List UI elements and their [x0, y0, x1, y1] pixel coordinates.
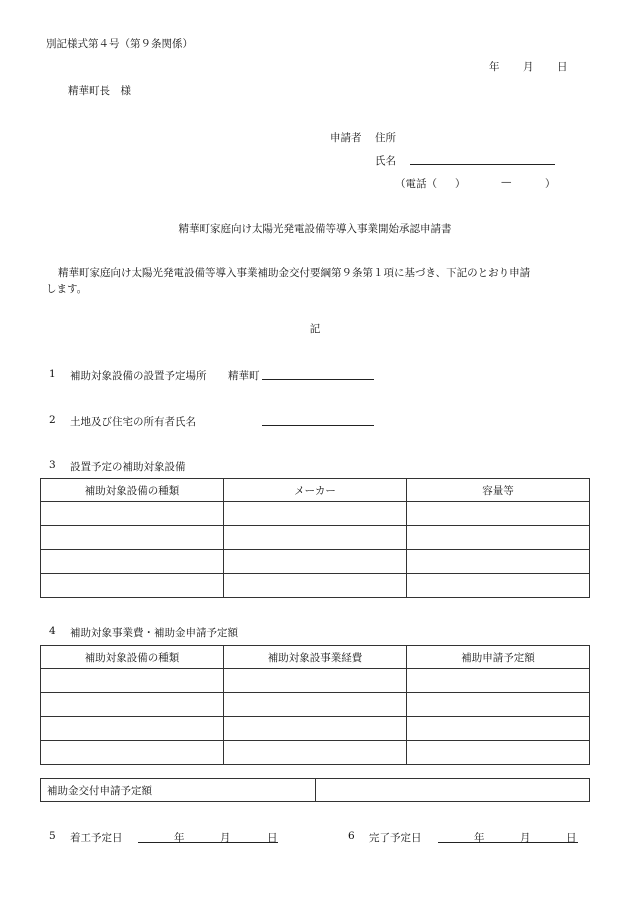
table-cell[interactable] — [224, 502, 407, 526]
form-header: 別記様式第４号（第９条関係） — [46, 38, 193, 50]
grant-total-label: 補助金交付申請予定額 — [41, 779, 316, 802]
phone-open-label: （電話（ — [395, 178, 437, 190]
name-field[interactable] — [410, 164, 555, 165]
item5-number: 5 — [49, 830, 56, 842]
table-cell[interactable] — [224, 550, 407, 574]
phone-close-2: ） — [545, 178, 556, 190]
table-row — [41, 526, 590, 550]
table-row — [41, 550, 590, 574]
table-cell[interactable] — [407, 574, 590, 598]
date-day-label: 日 — [557, 61, 568, 73]
item4-number: 4 — [49, 625, 56, 637]
item2-label: 土地及び住宅の所有者氏名 — [70, 416, 196, 428]
item1-number: 1 — [49, 368, 56, 380]
table-cell[interactable] — [41, 526, 224, 550]
item1-town: 精華町 — [228, 370, 260, 382]
table-row — [41, 693, 590, 717]
body-line-1: 精華町家庭向け太陽光発電設備等導入事業補助金交付要綱第９条第１項に基づき、下記のとおり申請 — [58, 267, 531, 279]
equipment-header-type: 補助対象設備の種類 — [41, 479, 224, 502]
body-line-2: します。 — [46, 283, 88, 295]
item5-month: 月 — [220, 832, 231, 844]
table-row — [41, 669, 590, 693]
table-cell[interactable] — [407, 526, 590, 550]
item1-label: 補助対象設備の設置予定場所 — [70, 370, 207, 382]
item2-owner-field[interactable] — [262, 425, 374, 426]
grant-total-value[interactable] — [316, 779, 590, 802]
applicant-label: 申請者 — [330, 132, 362, 144]
address-label: 住所 — [375, 132, 396, 144]
table-cell[interactable] — [41, 717, 224, 741]
document-title: 精華町家庭向け太陽光発電設備等導入事業開始承認申請書 — [178, 223, 452, 235]
table-cell[interactable] — [224, 693, 407, 717]
item5-label: 着工予定日 — [70, 832, 123, 844]
table-row — [41, 717, 590, 741]
table-cell[interactable] — [407, 741, 590, 765]
table-cell[interactable] — [224, 526, 407, 550]
table-cell[interactable] — [41, 502, 224, 526]
table-cell[interactable] — [224, 669, 407, 693]
item6-year: 年 — [474, 832, 485, 844]
item2-number: 2 — [49, 414, 56, 426]
item6-month: 月 — [520, 832, 531, 844]
table-row — [41, 741, 590, 765]
item3-number: 3 — [49, 459, 56, 471]
table-cell[interactable] — [224, 741, 407, 765]
item5-year: 年 — [174, 832, 185, 844]
table-cell[interactable] — [407, 669, 590, 693]
item1-location-field[interactable] — [262, 379, 374, 380]
grant-total-table — [40, 778, 590, 802]
table-cell[interactable] — [407, 693, 590, 717]
item3-label: 設置予定の補助対象設備 — [70, 461, 186, 473]
item5-day: 日 — [267, 832, 278, 844]
table-cell[interactable] — [407, 550, 590, 574]
ki-heading: 記 — [309, 323, 321, 335]
date-year-label: 年 — [489, 61, 500, 73]
equipment-header-maker: メーカー — [224, 479, 407, 502]
start-date-field[interactable] — [138, 842, 278, 843]
cost-header-grant: 補助申請予定額 — [407, 646, 590, 669]
table-cell[interactable] — [224, 574, 407, 598]
end-date-field[interactable] — [438, 842, 578, 843]
table-cell[interactable] — [407, 717, 590, 741]
table-cell[interactable] — [224, 717, 407, 741]
table-cell[interactable] — [41, 550, 224, 574]
date-month-label: 月 — [523, 61, 534, 73]
phone-dash: — — [501, 176, 512, 188]
item6-number: 6 — [348, 830, 355, 842]
table-row — [41, 502, 590, 526]
table-cell[interactable] — [41, 574, 224, 598]
table-cell[interactable] — [41, 669, 224, 693]
table-cell[interactable] — [41, 693, 224, 717]
name-label: 氏名 — [375, 155, 396, 167]
cost-header-expense: 補助対象設事業経費 — [224, 646, 407, 669]
cost-header-type: 補助対象設備の種類 — [41, 646, 224, 669]
equipment-table — [40, 478, 590, 598]
item6-label: 完了予定日 — [369, 832, 422, 844]
table-cell[interactable] — [41, 741, 224, 765]
addressee: 精華町長 様 — [68, 85, 131, 97]
cost-table — [40, 645, 590, 765]
table-cell[interactable] — [407, 502, 590, 526]
item4-label: 補助対象事業費・補助金申請予定額 — [70, 627, 238, 639]
table-row — [41, 574, 590, 598]
item6-day: 日 — [566, 832, 577, 844]
equipment-header-capacity: 容量等 — [407, 479, 590, 502]
phone-close-1: ） — [455, 178, 466, 190]
